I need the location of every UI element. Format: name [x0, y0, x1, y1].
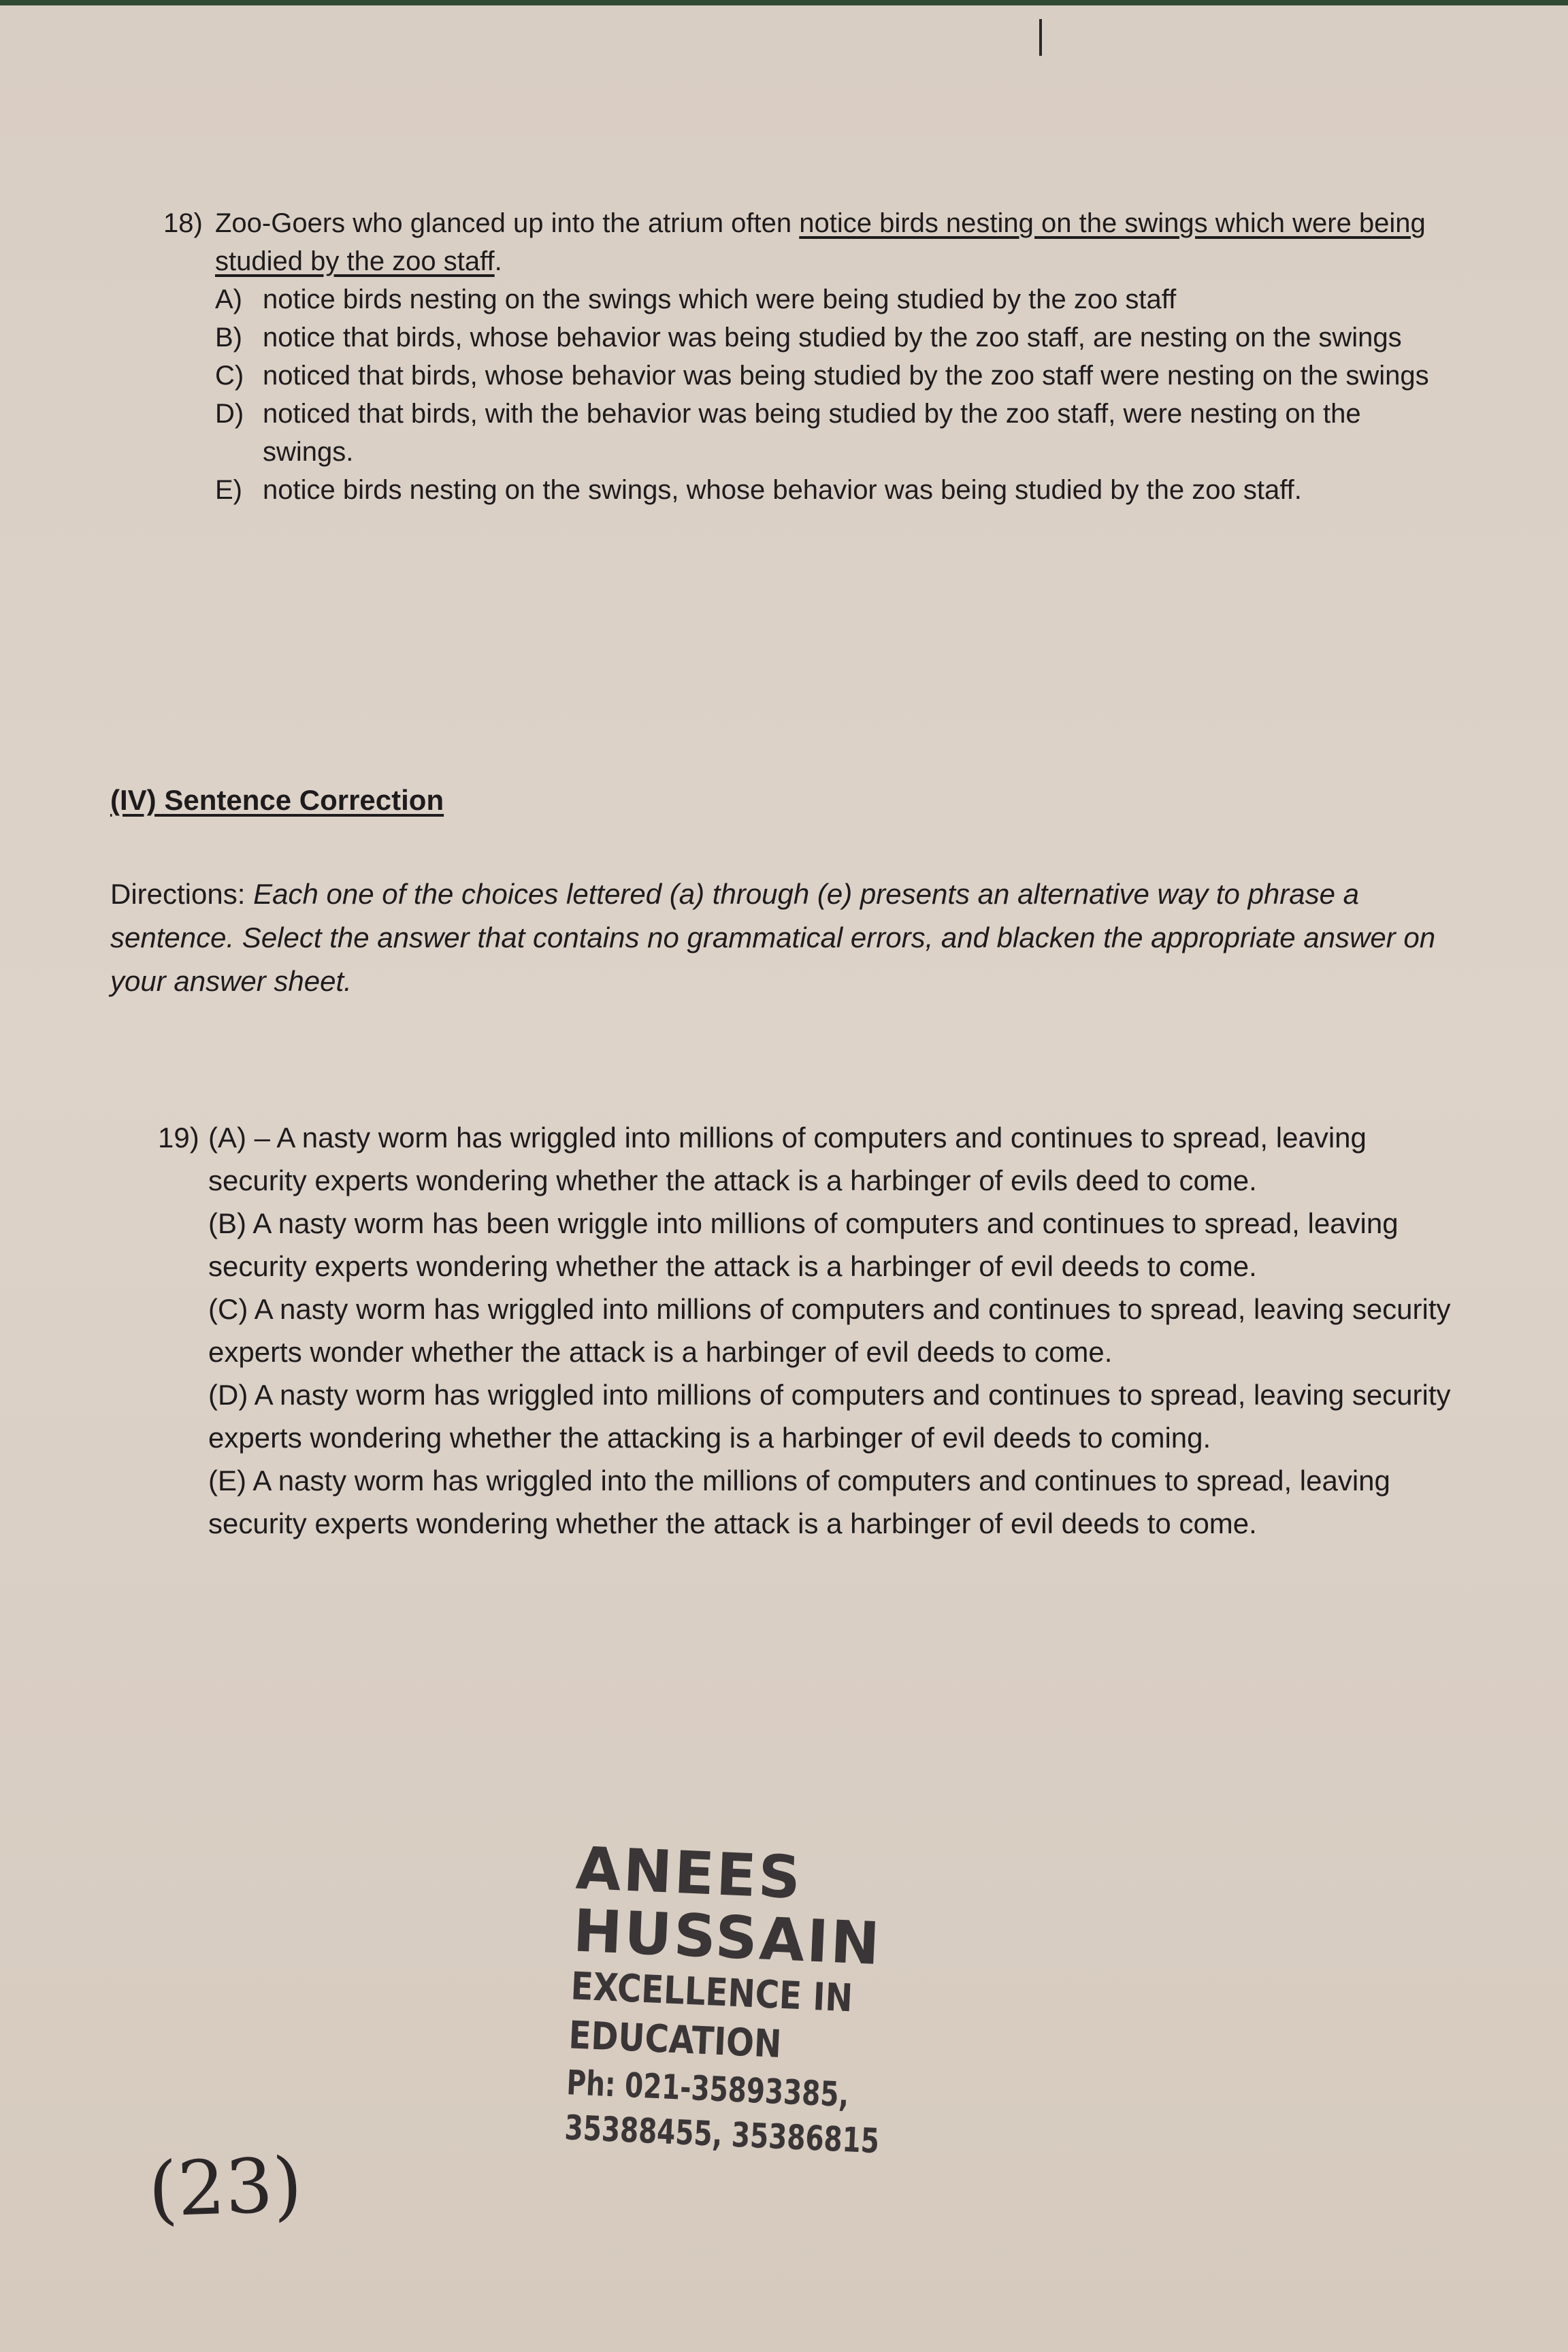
question-18-option-b: [215, 318, 1443, 357]
margin-tick-mark: [1039, 19, 1042, 56]
question-19-number: 19): [158, 1122, 199, 1154]
option-letter: B): [215, 323, 242, 353]
question-18-option-a: [215, 280, 1443, 318]
directions-label: Directions:: [110, 878, 246, 910]
question-18-underlined-part: notice birds nesting on the swings which were being studied by the zoo staff: [215, 208, 1426, 276]
question-18-stem-end: .: [494, 246, 502, 276]
top-edge-strip: [0, 0, 1568, 5]
question-18-option-e: [215, 471, 1443, 509]
question-18-number: 18): [163, 208, 203, 238]
stamp-phone: Ph: 021-35893385, 35388455, 35386815: [564, 2063, 881, 2161]
option-letter: E): [215, 475, 242, 505]
section-title: (IV) Sentence Correction: [110, 784, 444, 816]
stamp-tagline: EXCELLENCE IN EDUCATION: [568, 1964, 854, 2067]
ink-stamp: [564, 1834, 1066, 2172]
question-19-body: [158, 1116, 1471, 1545]
option-letter: C): [215, 361, 244, 391]
option-text: noticed that birds, with the behavior was being studied by the zoo staff, were nesting on the swings.: [263, 399, 1361, 467]
question-18-option-d: [215, 395, 1443, 471]
option-letter: D): [215, 399, 244, 429]
option-letter: A): [215, 284, 242, 314]
question-18-stem-start: Zoo-Goers who glanced up into the atrium often: [215, 208, 800, 238]
stamp-name: ANEES HUSSAIN: [572, 1834, 883, 1979]
question-18-options: [215, 280, 1443, 509]
question-19-option-c: (C) A nasty worm has wriggled into millions of computers and continues to spread, leaving security experts wonder whether the attack is a harbinger of evil deeds to come.: [208, 1293, 1451, 1368]
handwritten-page-number: (23): [146, 2141, 304, 2234]
question-18-option-c: [215, 357, 1443, 395]
option-text: notice birds nesting on the swings which were being studied by the zoo staff: [263, 284, 1177, 314]
option-text: notice birds nesting on the swings, whose behavior was being studied by the zoo staff.: [263, 475, 1302, 505]
option-text: notice that birds, whose behavior was being studied by the zoo staff, are nesting on the swings: [263, 323, 1402, 353]
directions-text: Each one of the choices lettered (a) through (e) presents an alternative way to phrase a sentence. Select the answer that contains no grammatical errors, and blacken the appropriate answer on your answer sheet.: [110, 878, 1436, 997]
question-18-stem: [163, 204, 1443, 280]
question-19-option-b: (B) A nasty worm has been wriggle into millions of computers and continues to spread, leaving security experts wondering whether the attack is a harbinger of evil deeds to come.: [208, 1207, 1399, 1282]
question-19-option-d: (D) A nasty worm has wriggled into millions of computers and continues to spread, leaving security experts wondering whether the attacking is a harbinger of evil deeds to coming.: [208, 1379, 1451, 1454]
question-19-option-a: (A) – A nasty worm has wriggled into millions of computers and continues to spread, leaving security experts wondering whether the attack is a harbinger of evils deed to come.: [208, 1122, 1367, 1196]
directions: [110, 872, 1451, 1003]
question-19-option-e: (E) A nasty worm has wriggled into the millions of computers and continues to spread, leaving security experts wondering whether the attack is a harbinger of evil deeds to come.: [208, 1465, 1390, 1539]
question-18: [163, 204, 1443, 509]
option-text: noticed that birds, whose behavior was being studied by the zoo staff were nesting on the swings: [263, 361, 1429, 391]
question-19: [158, 1116, 1471, 1545]
